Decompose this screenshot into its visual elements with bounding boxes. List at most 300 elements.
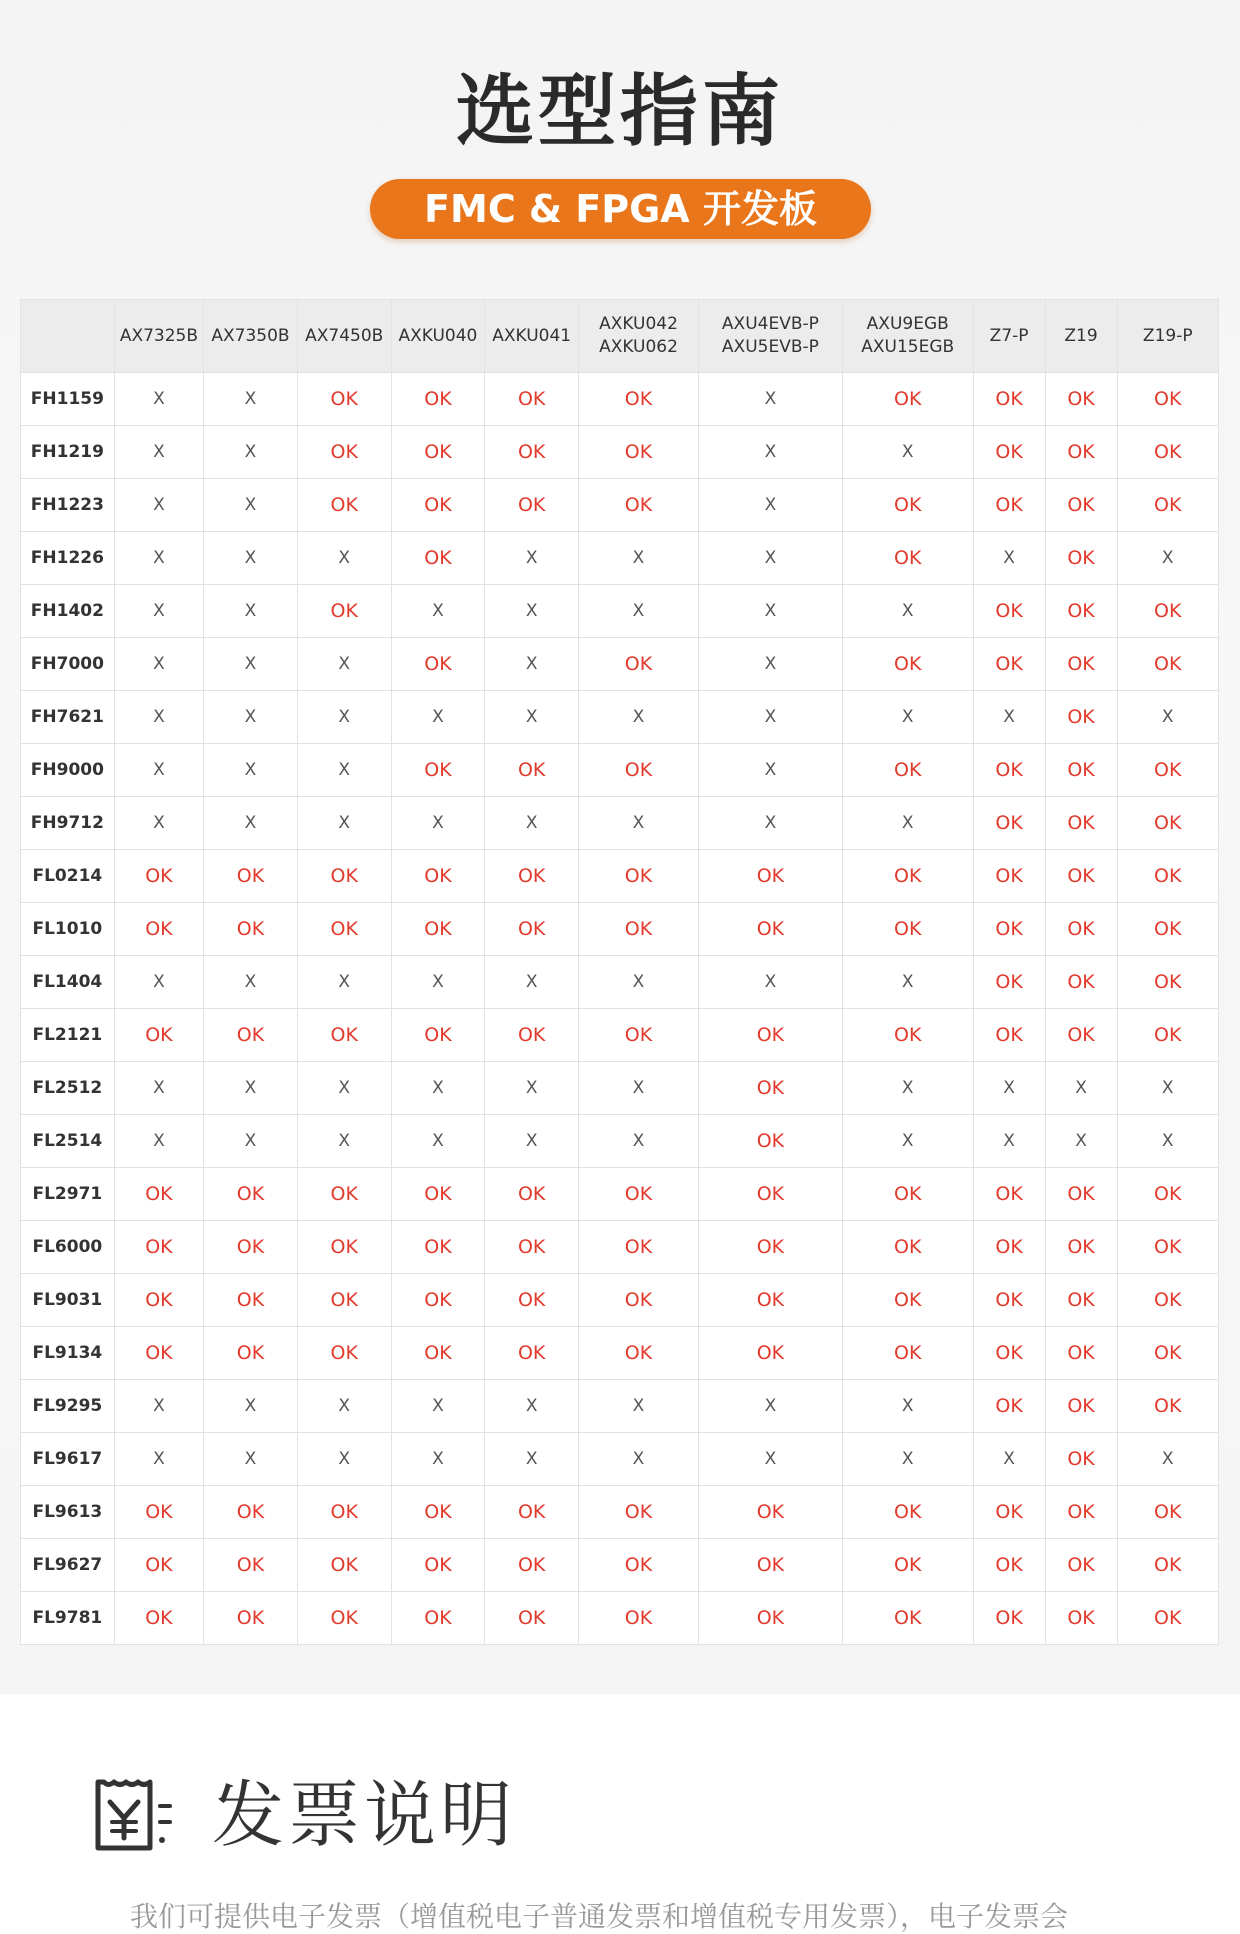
compatible-cell: OK	[391, 1539, 485, 1592]
row-header: FL9781	[21, 1592, 115, 1645]
compatible-cell: OK	[114, 903, 203, 956]
compatible-cell: OK	[1045, 903, 1117, 956]
compatible-cell: OK	[1117, 1486, 1218, 1539]
compatible-cell: OK	[391, 744, 485, 797]
row-header: FL2514	[21, 1115, 115, 1168]
incompatible-cell: X	[698, 585, 842, 638]
compatible-cell: OK	[973, 903, 1045, 956]
incompatible-cell: X	[114, 1380, 203, 1433]
compatible-cell: OK	[1045, 1221, 1117, 1274]
compatible-cell: OK	[1117, 585, 1218, 638]
compatible-cell: OK	[1045, 1327, 1117, 1380]
compatible-cell: OK	[114, 1221, 203, 1274]
compatible-cell: OK	[973, 585, 1045, 638]
table-row	[21, 691, 1219, 744]
incompatible-cell: X	[485, 638, 579, 691]
row-header: FL9134	[21, 1327, 115, 1380]
incompatible-cell: X	[698, 691, 842, 744]
table-row	[21, 744, 1219, 797]
row-header: FL2512	[21, 1062, 115, 1115]
compatible-cell: OK	[391, 1486, 485, 1539]
compatible-cell: OK	[698, 1168, 842, 1221]
compatible-cell: OK	[204, 1592, 298, 1645]
incompatible-cell: X	[842, 691, 973, 744]
compatible-cell: OK	[114, 1274, 203, 1327]
incompatible-cell: X	[698, 956, 842, 1009]
compatible-cell: OK	[297, 479, 391, 532]
compatible-cell: OK	[1117, 903, 1218, 956]
compatible-cell: OK	[1045, 1433, 1117, 1486]
incompatible-cell: X	[297, 532, 391, 585]
compatible-cell: OK	[1117, 797, 1218, 850]
incompatible-cell: X	[114, 744, 203, 797]
compatible-cell: OK	[391, 903, 485, 956]
compatible-cell: OK	[579, 1221, 699, 1274]
incompatible-cell: X	[297, 691, 391, 744]
row-header: FL1010	[21, 903, 115, 956]
compatible-cell: OK	[391, 850, 485, 903]
compatible-cell: OK	[698, 1221, 842, 1274]
invoice-title: 发票说明	[212, 1773, 517, 1857]
compatible-cell: OK	[579, 1168, 699, 1221]
column-header	[579, 300, 699, 373]
incompatible-cell: X	[973, 1062, 1045, 1115]
incompatible-cell: X	[204, 691, 298, 744]
incompatible-cell: X	[114, 638, 203, 691]
incompatible-cell: X	[297, 797, 391, 850]
compatible-cell: OK	[485, 1221, 579, 1274]
compatible-cell: OK	[973, 1539, 1045, 1592]
row-header: FH7000	[21, 638, 115, 691]
incompatible-cell: X	[1117, 691, 1218, 744]
compatible-cell: OK	[1045, 1539, 1117, 1592]
incompatible-cell: X	[204, 585, 298, 638]
row-header: FH7621	[21, 691, 115, 744]
incompatible-cell: X	[579, 585, 699, 638]
column-header-line: AXU5EVB-P	[721, 337, 819, 357]
compatible-cell: OK	[698, 1115, 842, 1168]
category-badge: FMC & FPGA 开发板	[370, 179, 871, 239]
row-header: FL1404	[21, 956, 115, 1009]
incompatible-cell: X	[114, 956, 203, 1009]
compatible-cell: OK	[1117, 1380, 1218, 1433]
compatible-cell: OK	[1117, 1274, 1218, 1327]
incompatible-cell: X	[204, 1115, 298, 1168]
incompatible-cell: X	[297, 638, 391, 691]
incompatible-cell: X	[698, 373, 842, 426]
incompatible-cell: X	[391, 956, 485, 1009]
incompatible-cell: X	[1045, 1115, 1117, 1168]
compatible-cell: OK	[391, 1592, 485, 1645]
compatible-cell: OK	[391, 1274, 485, 1327]
compatible-cell: OK	[973, 479, 1045, 532]
compatible-cell: OK	[698, 1062, 842, 1115]
incompatible-cell: X	[485, 532, 579, 585]
row-header: FH9712	[21, 797, 115, 850]
incompatible-cell: X	[297, 1433, 391, 1486]
compatible-cell: OK	[1045, 479, 1117, 532]
receipt-yen-icon	[92, 1778, 176, 1852]
table-body	[21, 373, 1219, 1645]
compatible-cell: OK	[391, 638, 485, 691]
column-header	[842, 300, 973, 373]
table-row	[21, 1009, 1219, 1062]
compatible-cell: OK	[1117, 426, 1218, 479]
column-header-line: AX7325B	[119, 325, 199, 346]
column-header	[698, 300, 842, 373]
compatible-cell: OK	[842, 1592, 973, 1645]
incompatible-cell: X	[485, 797, 579, 850]
incompatible-cell: X	[579, 532, 699, 585]
incompatible-cell: X	[1117, 1115, 1218, 1168]
invoice-description-text: 我们可提供电子发票（增值税电子普通发票和增值税专用发票），电子发票会	[130, 1900, 1069, 1933]
incompatible-cell: X	[297, 1062, 391, 1115]
compatible-cell: OK	[1045, 1592, 1117, 1645]
column-header	[204, 300, 298, 373]
compatible-cell: OK	[698, 903, 842, 956]
table-row	[21, 1380, 1219, 1433]
compatible-cell: OK	[114, 1009, 203, 1062]
table-row	[21, 638, 1219, 691]
compatible-cell: OK	[842, 1168, 973, 1221]
compatible-cell: OK	[698, 1009, 842, 1062]
compatible-cell: OK	[698, 850, 842, 903]
table-row	[21, 1486, 1219, 1539]
incompatible-cell: X	[842, 1062, 973, 1115]
incompatible-cell: X	[391, 691, 485, 744]
column-header	[391, 300, 485, 373]
row-header: FL9031	[21, 1274, 115, 1327]
column-header	[1045, 300, 1117, 373]
incompatible-cell: X	[842, 1433, 973, 1486]
column-header-line: AXKU041	[492, 325, 572, 346]
compatible-cell: OK	[1045, 691, 1117, 744]
incompatible-cell: X	[114, 532, 203, 585]
table-header-row	[21, 300, 1219, 373]
column-header	[485, 300, 579, 373]
column-header	[973, 300, 1045, 373]
compatible-cell: OK	[579, 1009, 699, 1062]
column-header-line: AXKU040	[398, 325, 478, 346]
table-row	[21, 850, 1219, 903]
compatible-cell: OK	[204, 1327, 298, 1380]
compatible-cell: OK	[1117, 638, 1218, 691]
incompatible-cell: X	[579, 1433, 699, 1486]
compatible-cell: OK	[698, 1327, 842, 1380]
compatible-cell: OK	[391, 1327, 485, 1380]
compatible-cell: OK	[114, 1327, 203, 1380]
compatible-cell: OK	[973, 1486, 1045, 1539]
compatible-cell: OK	[1117, 479, 1218, 532]
compatible-cell: OK	[485, 373, 579, 426]
incompatible-cell: X	[698, 1380, 842, 1433]
compatible-cell: OK	[485, 426, 579, 479]
compatible-cell: OK	[973, 797, 1045, 850]
row-header: FL9627	[21, 1539, 115, 1592]
incompatible-cell: X	[204, 426, 298, 479]
compatible-cell: OK	[297, 850, 391, 903]
compatible-cell: OK	[1045, 1486, 1117, 1539]
incompatible-cell: X	[698, 797, 842, 850]
compatible-cell: OK	[579, 1592, 699, 1645]
compatible-cell: OK	[485, 1274, 579, 1327]
compatible-cell: OK	[297, 1539, 391, 1592]
table-row	[21, 373, 1219, 426]
incompatible-cell: X	[391, 1380, 485, 1433]
compatible-cell: OK	[579, 1486, 699, 1539]
compatible-cell: OK	[579, 1539, 699, 1592]
compatible-cell: OK	[1045, 850, 1117, 903]
compatible-cell: OK	[842, 1486, 973, 1539]
compatible-cell: OK	[297, 903, 391, 956]
row-header: FH9000	[21, 744, 115, 797]
incompatible-cell: X	[391, 1433, 485, 1486]
incompatible-cell: X	[114, 797, 203, 850]
incompatible-cell: X	[114, 691, 203, 744]
incompatible-cell: X	[973, 691, 1045, 744]
compatible-cell: OK	[973, 373, 1045, 426]
compatible-cell: OK	[297, 1486, 391, 1539]
compatible-cell: OK	[973, 638, 1045, 691]
compatible-cell: OK	[114, 1539, 203, 1592]
compatible-cell: OK	[297, 1327, 391, 1380]
compatible-cell: OK	[973, 426, 1045, 479]
incompatible-cell: X	[579, 1062, 699, 1115]
compatible-cell: OK	[579, 638, 699, 691]
incompatible-cell: X	[579, 691, 699, 744]
compatible-cell: OK	[973, 1380, 1045, 1433]
column-header-line: AXU15EGB	[861, 337, 955, 357]
incompatible-cell: X	[297, 1380, 391, 1433]
incompatible-cell: X	[485, 691, 579, 744]
column-header-line: Z7-P	[989, 325, 1029, 346]
invoice-section	[0, 1694, 1240, 1920]
incompatible-cell: X	[297, 956, 391, 1009]
compatible-cell: OK	[842, 744, 973, 797]
compatible-cell: OK	[1117, 1168, 1218, 1221]
compatible-cell: OK	[204, 1168, 298, 1221]
compatible-cell: OK	[1045, 1274, 1117, 1327]
compatible-cell: OK	[297, 1592, 391, 1645]
incompatible-cell: X	[842, 1380, 973, 1433]
compatible-cell: OK	[204, 1539, 298, 1592]
compatible-cell: OK	[391, 1221, 485, 1274]
compatible-cell: OK	[579, 850, 699, 903]
incompatible-cell: X	[698, 744, 842, 797]
compatible-cell: OK	[973, 956, 1045, 1009]
compatibility-table	[20, 299, 1219, 1645]
table-row	[21, 1274, 1219, 1327]
table-row	[21, 1168, 1219, 1221]
incompatible-cell: X	[485, 1062, 579, 1115]
compatible-cell: OK	[698, 1539, 842, 1592]
incompatible-cell: X	[579, 1115, 699, 1168]
incompatible-cell: X	[973, 1115, 1045, 1168]
incompatible-cell: X	[114, 426, 203, 479]
compatible-cell: OK	[973, 1274, 1045, 1327]
table-row	[21, 585, 1219, 638]
row-header: FH1219	[21, 426, 115, 479]
column-header-line: AXKU062	[599, 337, 678, 357]
compatible-cell: OK	[114, 1592, 203, 1645]
compatible-cell: OK	[842, 373, 973, 426]
incompatible-cell: X	[391, 585, 485, 638]
incompatible-cell: X	[485, 1433, 579, 1486]
compatible-cell: OK	[297, 1168, 391, 1221]
compatible-cell: OK	[842, 850, 973, 903]
compatible-cell: OK	[391, 479, 485, 532]
incompatible-cell: X	[1117, 1062, 1218, 1115]
compatible-cell: OK	[485, 903, 579, 956]
compatible-cell: OK	[842, 1327, 973, 1380]
compatible-cell: OK	[485, 1539, 579, 1592]
row-header: FL9613	[21, 1486, 115, 1539]
incompatible-cell: X	[204, 956, 298, 1009]
incompatible-cell: X	[114, 479, 203, 532]
compatible-cell: OK	[391, 426, 485, 479]
compatible-cell: OK	[698, 1592, 842, 1645]
incompatible-cell: X	[391, 1062, 485, 1115]
incompatible-cell: X	[579, 797, 699, 850]
compatible-cell: OK	[297, 426, 391, 479]
compatible-cell: OK	[842, 1539, 973, 1592]
incompatible-cell: X	[1045, 1062, 1117, 1115]
incompatible-cell: X	[204, 1433, 298, 1486]
compatible-cell: OK	[391, 373, 485, 426]
compatible-cell: OK	[1045, 956, 1117, 1009]
incompatible-cell: X	[204, 744, 298, 797]
column-header	[1117, 300, 1218, 373]
compatible-cell: OK	[1045, 1168, 1117, 1221]
compatible-cell: OK	[204, 903, 298, 956]
compatible-cell: OK	[973, 744, 1045, 797]
incompatible-cell: X	[842, 956, 973, 1009]
compatible-cell: OK	[579, 426, 699, 479]
compatible-cell: OK	[1045, 744, 1117, 797]
compatible-cell: OK	[698, 1486, 842, 1539]
compatible-cell: OK	[1045, 1009, 1117, 1062]
incompatible-cell: X	[204, 373, 298, 426]
compatible-cell: OK	[297, 1009, 391, 1062]
incompatible-cell: X	[842, 426, 973, 479]
compatible-cell: OK	[1117, 956, 1218, 1009]
compatible-cell: OK	[842, 1221, 973, 1274]
compatible-cell: OK	[842, 532, 973, 585]
incompatible-cell: X	[485, 1380, 579, 1433]
row-header: FH1223	[21, 479, 115, 532]
incompatible-cell: X	[297, 1115, 391, 1168]
compatible-cell: OK	[973, 1168, 1045, 1221]
incompatible-cell: X	[485, 585, 579, 638]
compatible-cell: OK	[204, 1221, 298, 1274]
compatible-cell: OK	[973, 1009, 1045, 1062]
compatible-cell: OK	[1045, 532, 1117, 585]
compatible-cell: OK	[842, 1274, 973, 1327]
compatible-cell: OK	[1045, 426, 1117, 479]
table-row	[21, 532, 1219, 585]
table-row	[21, 1539, 1219, 1592]
row-header: FL6000	[21, 1221, 115, 1274]
compatible-cell: OK	[1045, 1380, 1117, 1433]
compatible-cell: OK	[842, 638, 973, 691]
incompatible-cell: X	[485, 1115, 579, 1168]
compatible-cell: OK	[1117, 850, 1218, 903]
incompatible-cell: X	[698, 426, 842, 479]
incompatible-cell: X	[842, 797, 973, 850]
compatible-cell: OK	[1117, 744, 1218, 797]
compatible-cell: OK	[973, 1592, 1045, 1645]
incompatible-cell: X	[114, 585, 203, 638]
incompatible-cell: X	[114, 373, 203, 426]
incompatible-cell: X	[973, 532, 1045, 585]
column-header-line: AXKU042	[599, 314, 678, 334]
table-row	[21, 1221, 1219, 1274]
compatible-cell: OK	[485, 1592, 579, 1645]
compatible-cell: OK	[579, 1274, 699, 1327]
incompatible-cell: X	[204, 479, 298, 532]
table-corner-cell	[21, 300, 115, 373]
incompatible-cell: X	[698, 638, 842, 691]
compatible-cell: OK	[1117, 1592, 1218, 1645]
compatible-cell: OK	[114, 1168, 203, 1221]
incompatible-cell: X	[1117, 1433, 1218, 1486]
compatible-cell: OK	[485, 1327, 579, 1380]
incompatible-cell: X	[204, 1380, 298, 1433]
incompatible-cell: X	[842, 1115, 973, 1168]
column-header-line: AXU9EGB	[866, 314, 949, 334]
incompatible-cell: X	[579, 1380, 699, 1433]
compatible-cell: OK	[579, 903, 699, 956]
compatible-cell: OK	[485, 744, 579, 797]
compatible-cell: OK	[1117, 1539, 1218, 1592]
row-header: FH1402	[21, 585, 115, 638]
compatible-cell: OK	[842, 479, 973, 532]
compatible-cell: OK	[842, 1009, 973, 1062]
compatible-cell: OK	[842, 903, 973, 956]
compatible-cell: OK	[485, 479, 579, 532]
compatible-cell: OK	[297, 1221, 391, 1274]
incompatible-cell: X	[698, 1433, 842, 1486]
compatible-cell: OK	[973, 1327, 1045, 1380]
table-row	[21, 479, 1219, 532]
compatible-cell: OK	[579, 1327, 699, 1380]
compatible-cell: OK	[114, 1486, 203, 1539]
row-header: FL9295	[21, 1380, 115, 1433]
column-header-line: AXU4EVB-P	[721, 314, 819, 334]
compatible-cell: OK	[1045, 585, 1117, 638]
incompatible-cell: X	[973, 1433, 1045, 1486]
row-header: FL9617	[21, 1433, 115, 1486]
compatible-cell: OK	[579, 744, 699, 797]
table-row	[21, 1062, 1219, 1115]
column-header	[114, 300, 203, 373]
compatible-cell: OK	[1117, 1327, 1218, 1380]
compatible-cell: OK	[1117, 373, 1218, 426]
compatible-cell: OK	[114, 850, 203, 903]
row-header: FH1159	[21, 373, 115, 426]
incompatible-cell: X	[297, 744, 391, 797]
row-header: FH1226	[21, 532, 115, 585]
compatible-cell: OK	[297, 373, 391, 426]
column-header-line: AX7450B	[305, 325, 384, 346]
compatible-cell: OK	[973, 1221, 1045, 1274]
compatible-cell: OK	[1117, 1221, 1218, 1274]
compatible-cell: OK	[297, 585, 391, 638]
row-header: FL0214	[21, 850, 115, 903]
column-header-line: Z19-P	[1142, 325, 1193, 346]
incompatible-cell: X	[698, 479, 842, 532]
compatible-cell: OK	[579, 373, 699, 426]
